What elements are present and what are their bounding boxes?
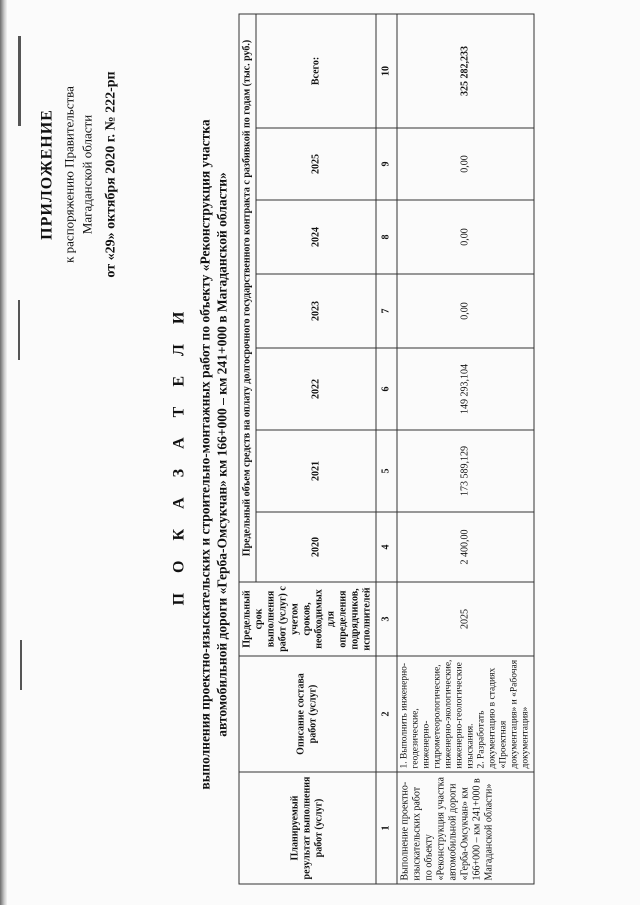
title-line: выполнения проектно-изыскательских и строительно-монтажных работ по объекту «Реконструкция участка xyxy=(197,119,213,790)
column-number: 9 xyxy=(376,128,397,200)
document-title xyxy=(171,25,231,885)
cell-year-value: 0,00 xyxy=(397,128,534,200)
appendix-block xyxy=(39,25,121,325)
header-year: 2020 xyxy=(256,512,376,582)
header-year: 2024 xyxy=(256,200,376,274)
header-year: 2021 xyxy=(256,430,376,512)
header-total: Всего: xyxy=(256,14,376,128)
column-number: 3 xyxy=(376,582,397,656)
header-funding-limit: Предельный объем средств на оплату долгосрочного государственного контракта с разбивкой по годам (тыс. руб.) xyxy=(239,14,256,582)
cell-year-value: 0,00 xyxy=(397,274,534,348)
header-year: 2022 xyxy=(256,348,376,430)
header-year: 2025 xyxy=(256,128,376,200)
cell-result: Выполнение проектно-изыскательских работ по объекту «Реконструкция участка автомобильной дороги «Герба-Омсукчан» км 166+000 – км 241+000 в Магаданской области» xyxy=(397,772,534,884)
appendix-line: Магаданской области xyxy=(79,114,95,235)
header-description: Описание состава работ (услуг) xyxy=(239,656,376,772)
appendix-line: к распоряжению Правительства xyxy=(61,86,77,263)
header-deadline: Предельный срок выполнения работ (услуг) с учетом сроков, необходимых для определения подрядчиков, исполнителей xyxy=(239,582,376,656)
column-number: 8 xyxy=(376,200,397,274)
column-number: 2 xyxy=(376,656,397,772)
appendix-date: от «29» октября 2020 г. № 222-рп xyxy=(103,71,119,278)
cell-year-value: 0,00 xyxy=(397,200,534,274)
table-row xyxy=(397,14,534,884)
header-result: Планируемый результат выполнения работ (услуг) xyxy=(239,772,376,884)
description-item: 1. Выполнить инженерно-геодезические, инженерно-гидрометеорологические, инженерно-экологические, инженерно-геологические изыскания. xyxy=(399,659,476,769)
column-number: 1 xyxy=(376,772,397,884)
appendix-title: ПРИЛОЖЕНИЕ xyxy=(38,109,56,240)
rotated-page xyxy=(1,0,640,905)
cell-description xyxy=(397,656,534,772)
description-item: 2. Разработать документацию в стадиях «Проектная документация» и «Рабочая документация» xyxy=(476,659,531,769)
cell-year-value: 149 293,104 xyxy=(397,348,534,430)
cell-total: 325 282,233 xyxy=(397,14,534,128)
title-line: автомобильной дороги «Герба-Омсукчан» км 166+000 – км 241+000 в Магаданской области» xyxy=(214,172,230,737)
column-number: 10 xyxy=(376,14,397,128)
indicators-table xyxy=(239,13,535,884)
cell-year-value: 173 589,129 xyxy=(397,430,534,512)
cell-year-value: 2 400,00 xyxy=(397,512,534,582)
column-number: 4 xyxy=(376,512,397,582)
column-number: 6 xyxy=(376,348,397,430)
title-main: П О К А З А Т Е Л И xyxy=(170,303,188,606)
cell-deadline: 2025 xyxy=(397,582,534,656)
header-year: 2023 xyxy=(256,274,376,348)
column-number: 7 xyxy=(376,274,397,348)
column-number: 5 xyxy=(376,430,397,512)
